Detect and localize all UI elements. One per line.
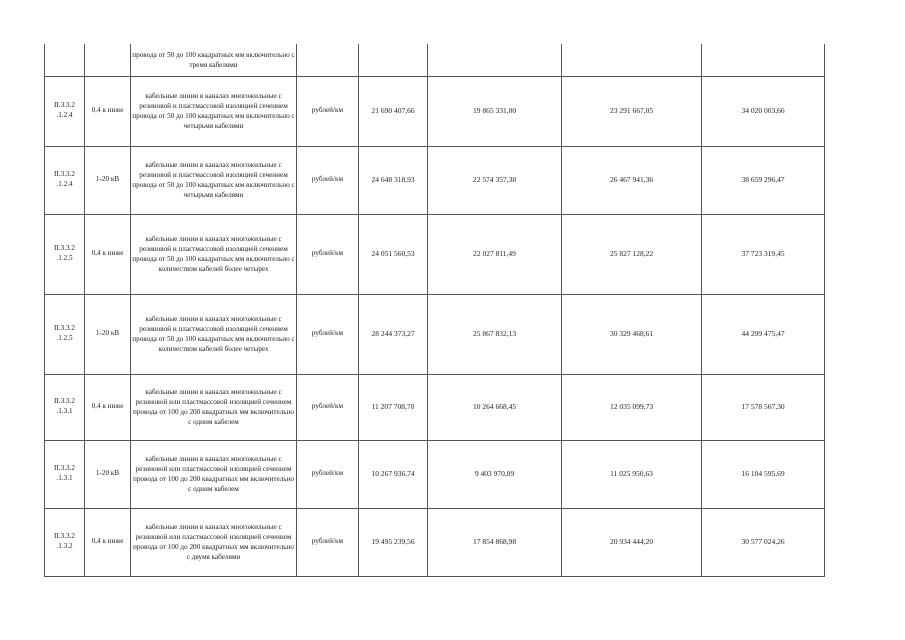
row-unit: рублей/км bbox=[297, 374, 359, 440]
row-value-2: 17 854 868,98 bbox=[428, 508, 562, 576]
row-value-2: 25 867 832,13 bbox=[428, 294, 562, 374]
row-voltage: 0,4 к ниже bbox=[85, 374, 131, 440]
row-code bbox=[45, 44, 85, 76]
row-value-3: 11 025 950,63 bbox=[562, 440, 702, 508]
row-unit bbox=[297, 44, 359, 76]
table-row bbox=[45, 146, 825, 214]
row-voltage: 1-20 кВ bbox=[85, 440, 131, 508]
row-value-4: 37 723 319,45 bbox=[702, 214, 825, 294]
row-value-2: 19 865 331,00 bbox=[428, 76, 562, 146]
row-value-4 bbox=[702, 44, 825, 76]
table-row bbox=[45, 44, 825, 76]
row-value-3 bbox=[562, 44, 702, 76]
row-value-2: 9 403 970,89 bbox=[428, 440, 562, 508]
row-value-4: 16 104 595,69 bbox=[702, 440, 825, 508]
row-value-1: 11 207 708,70 bbox=[359, 374, 428, 440]
row-value-4: 17 578 567,30 bbox=[702, 374, 825, 440]
row-value-1: 10 267 936,74 bbox=[359, 440, 428, 508]
row-description: провода от 50 до 100 квадратных мм включительно с тремя кабелями bbox=[131, 44, 297, 76]
row-description: кабельные линии в каналах многожильные с резиновой или пластмассовой изоляцией сечением провода от 100 до 200 квадратных мм включительно с одним кабелем bbox=[131, 440, 297, 508]
row-value-3: 26 467 941,36 bbox=[562, 146, 702, 214]
row-value-4: 30 577 024,26 bbox=[702, 508, 825, 576]
row-code: II.3.3.2 .1.2.5 bbox=[45, 294, 85, 374]
row-value-1: 19 495 239,56 bbox=[359, 508, 428, 576]
row-voltage: 0,4 к ниже bbox=[85, 508, 131, 576]
row-value-3: 23 291 667,05 bbox=[562, 76, 702, 146]
row-unit: рублей/км bbox=[297, 440, 359, 508]
row-value-3: 30 329 468,61 bbox=[562, 294, 702, 374]
row-unit: рублей/км bbox=[297, 146, 359, 214]
table-row bbox=[45, 214, 825, 294]
row-value-2: 22 027 811,49 bbox=[428, 214, 562, 294]
row-code: II.3.3.2 .1.3.1 bbox=[45, 374, 85, 440]
row-value-4: 38 659 296,47 bbox=[702, 146, 825, 214]
table-row bbox=[45, 440, 825, 508]
table-row bbox=[45, 76, 825, 146]
table-row bbox=[45, 374, 825, 440]
row-voltage: 1-20 кВ bbox=[85, 146, 131, 214]
row-unit: рублей/км bbox=[297, 76, 359, 146]
row-value-3: 20 934 444,20 bbox=[562, 508, 702, 576]
row-voltage: 0,4 к ниже bbox=[85, 76, 131, 146]
row-value-3: 12 035 099,73 bbox=[562, 374, 702, 440]
row-description: кабельные линии в каналах многожильные с резиновой или пластмассовой изоляцией сечением провода от 100 до 200 квадратных мм включительно с двумя кабелями bbox=[131, 508, 297, 576]
row-unit: рублей/км bbox=[297, 508, 359, 576]
row-value-2 bbox=[428, 44, 562, 76]
row-code: II.3.3.2 .1.2.4 bbox=[45, 76, 85, 146]
row-voltage bbox=[85, 44, 131, 76]
row-value-4: 44 299 475,47 bbox=[702, 294, 825, 374]
row-value-1 bbox=[359, 44, 428, 76]
row-code: II.3.3.2 .1.2.4 bbox=[45, 146, 85, 214]
row-code: II.3.3.2 .1.2.5 bbox=[45, 214, 85, 294]
row-description: кабельные линии в каналах многожильные с резиновой и пластмассовой изоляцией сечением провода от 50 до 100 квадратных мм включительно с четырьмя кабелями bbox=[131, 146, 297, 214]
row-description: кабельные линии в каналах многожильные с резиновой или пластмассовой изоляцией сечением провода от 100 до 200 квадратных мм включительно с одним кабелем bbox=[131, 374, 297, 440]
rates-table bbox=[44, 44, 825, 577]
table-body bbox=[45, 44, 825, 576]
row-value-1: 24 648 318,93 bbox=[359, 146, 428, 214]
row-voltage: 0,4 к ниже bbox=[85, 214, 131, 294]
row-description: кабельные линии в каналах многожильные с резиновой и пластмассовой изоляцией сечением провода от 50 до 100 квадратных мм включительно с четырьмя кабелями bbox=[131, 76, 297, 146]
row-value-3: 25 827 128,22 bbox=[562, 214, 702, 294]
row-value-2: 22 574 357,38 bbox=[428, 146, 562, 214]
row-unit: рублей/км bbox=[297, 294, 359, 374]
table-row bbox=[45, 508, 825, 576]
row-voltage: 1-20 кВ bbox=[85, 294, 131, 374]
row-value-2: 10 264 668,45 bbox=[428, 374, 562, 440]
row-unit: рублей/км bbox=[297, 214, 359, 294]
row-description: кабельные линии в каналах многожильные с резиновой и пластмассовой изоляцией сечением провода от 50 до 100 квадратных мм включительно с количеством кабелей более четырех bbox=[131, 214, 297, 294]
row-value-4: 34 020 003,66 bbox=[702, 76, 825, 146]
table-row bbox=[45, 294, 825, 374]
row-code: II.3.3.2 .1.3.2 bbox=[45, 508, 85, 576]
row-value-1: 24 051 560,53 bbox=[359, 214, 428, 294]
row-value-1: 21 690 407,66 bbox=[359, 76, 428, 146]
row-code: II.3.3.2 .1.3.1 bbox=[45, 440, 85, 508]
row-description: кабельные линии в каналах многожильные с резиновой и пластмассовой изоляцией сечением провода от 50 до 100 квадратных мм включительно с количеством кабелей более четырех bbox=[131, 294, 297, 374]
row-value-1: 28 244 373,27 bbox=[359, 294, 428, 374]
